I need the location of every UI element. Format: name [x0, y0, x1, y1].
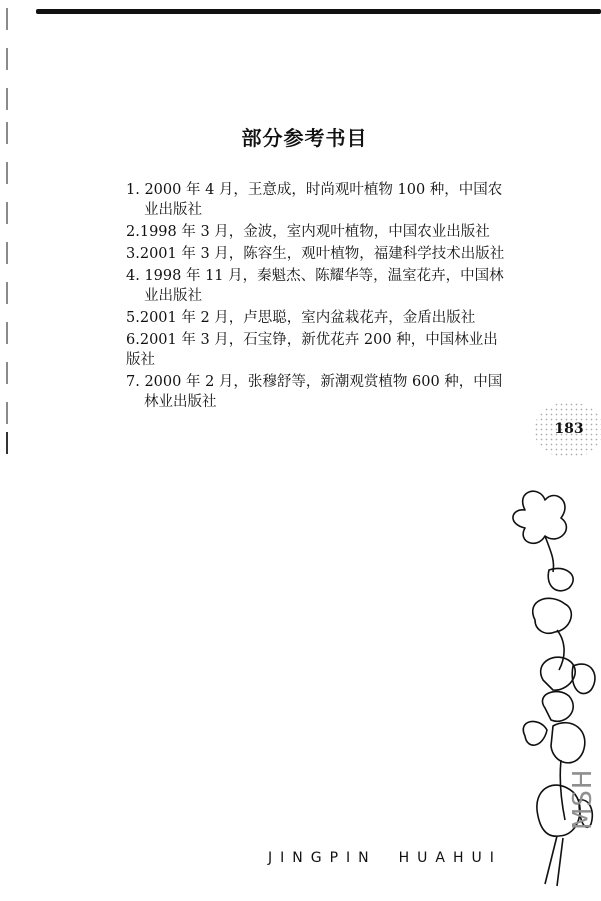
top-rule — [36, 9, 601, 14]
reference-number: 7. — [126, 374, 140, 390]
page-title: 部分参考书目 — [241, 126, 368, 150]
footer-text-left: JINGPIN — [268, 850, 377, 866]
reference-text: 2000 年 4 月，王意成，时尚观叶植物 100 种，中国农 — [139, 182, 503, 198]
reference-item — [126, 244, 506, 264]
reference-text: 1998 年 11 月，秦魁杰、陈耀华等，温室花卉，中国林 — [139, 268, 504, 284]
reference-text: 1998 年 3 月，金波，室内观叶植物，中国农业出版社 — [139, 224, 490, 240]
reference-text-continued: 业出版社 — [144, 202, 202, 218]
reference-text-continued: 林业出版社 — [144, 394, 217, 410]
reference-item — [126, 372, 506, 412]
reference-text-continued: 业出版社 — [144, 288, 202, 304]
footer-running-title — [268, 850, 502, 866]
reference-number: 2. — [126, 224, 140, 240]
reference-item — [126, 308, 506, 328]
reference-list — [126, 180, 506, 414]
reference-item — [126, 330, 506, 370]
watermark: MSH — [568, 768, 598, 830]
reference-item — [126, 266, 506, 306]
reference-text: 2001 年 3 月，陈容生，观叶植物，福建科学技术出版社 — [139, 246, 505, 262]
reference-number: 1. — [126, 182, 140, 198]
reference-number: 4. — [126, 268, 140, 284]
reference-text: 2001 年 2 月，卢思聪，室内盆栽花卉，金盾出版社 — [139, 310, 476, 326]
reference-number: 5. — [126, 310, 140, 326]
reference-item — [126, 180, 506, 220]
reference-text: 2000 年 2 月，张穆舒等，新潮观赏植物 600 种，中国 — [139, 374, 503, 390]
reference-text: 2001 年 3 月，石宝铮，新优花卉 200 种，中国林业出版社 — [126, 332, 498, 368]
reference-item — [126, 222, 506, 242]
reference-number: 6. — [126, 332, 140, 348]
footer-text-right: HUAHUI — [398, 850, 502, 866]
reference-number: 3. — [126, 246, 140, 262]
page-number: 183 — [544, 418, 594, 440]
